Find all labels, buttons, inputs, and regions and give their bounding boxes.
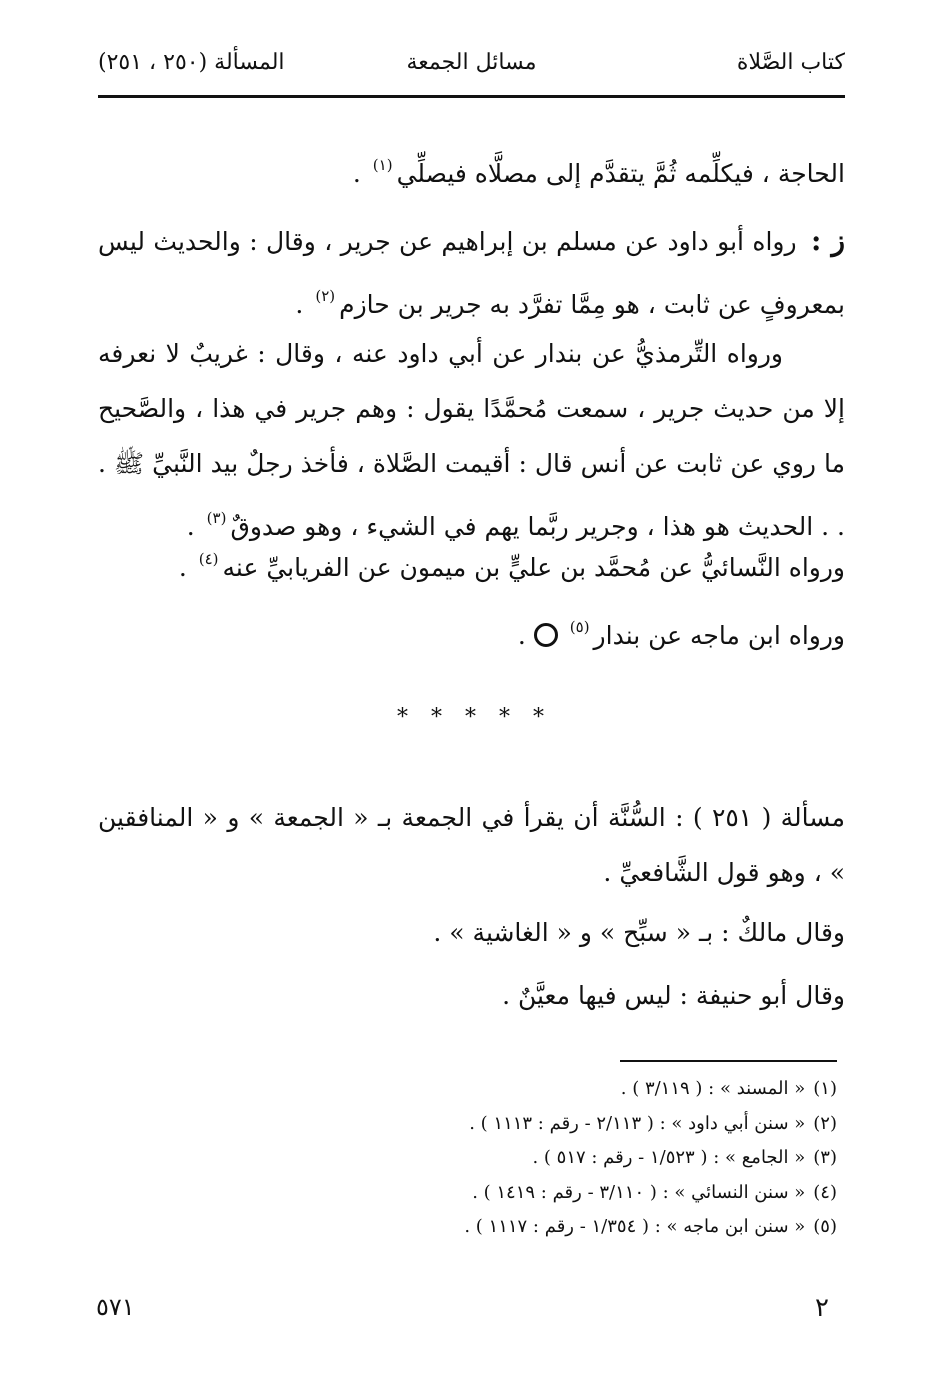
page-number: ٥٧١ xyxy=(96,1293,135,1321)
footnote-number: (٥) xyxy=(813,1216,837,1237)
footnotes xyxy=(200,1072,837,1245)
footnote-text: « سنن النسائي » : ( ٣/١١٠ - رقم : ١٤١٩ ) . xyxy=(472,1181,806,1203)
footnote-ref-1: (١) xyxy=(372,156,393,174)
paragraph-8 xyxy=(98,968,923,1023)
paragraph-5-text: ورواه ابن ماجه عن بندار xyxy=(593,621,845,650)
paragraph-3-text: ورواه التِّرمذيُّ عن بندار عن أبي داود عنه ، وقال : غريبٌ لا نعرفه إلا من حديث جرير ، سمعت مُحمَّدًا يقول : وهم جرير في هذا ، والصَّحيح ما روي عن ثابت عن أنس قال : أقيمت الصَّلاة ، فأخذ رجلٌ بيد النَّبيِّ ﷺ . . . الحديث هو هذا ، وجرير ربَّما يهم في الشيء ، وهو صدوقٌ xyxy=(98,339,845,541)
footnote-text: « المسند » : ( ٣/١١٩ ) . xyxy=(620,1078,806,1099)
header-book-title: كتاب الصَّلاة xyxy=(736,50,845,75)
header-issue-range: المسألة (٢٥٠ ، ٢٥١) xyxy=(98,50,285,75)
footnote-text: « سنن أبي داود » : ( ٢/١١٣ - رقم : ١١١٣ ) . xyxy=(469,1112,806,1134)
footnote-number: (٢) xyxy=(813,1112,837,1134)
section-separator-stars: * * * * * xyxy=(397,705,552,730)
footnote-rule xyxy=(620,1060,837,1062)
footnote-3 xyxy=(200,1141,837,1176)
paragraph-6 xyxy=(98,790,845,900)
paragraph-7 xyxy=(98,905,923,960)
paragraph-1-text: الحاجة ، فيكلِّمه ثُمَّ يتقدَّم إلى مصلَّاه فيصلِّي xyxy=(396,159,845,188)
footnote-number: (٣) xyxy=(813,1147,837,1168)
footnote-text: « الجامع » : ( ١/٥٢٣ - رقم : ٥١٧ ) . xyxy=(532,1147,806,1168)
running-header xyxy=(98,40,845,90)
footnote-number: (٤) xyxy=(813,1181,837,1203)
paragraph-4: ورواه النَّسائيُّ عن مُحمَّد بن عليٍّ بن ميمون عن الفريابيِّ عنه$^{(٤)}$ . xyxy=(178,550,845,582)
footnote-5 xyxy=(200,1210,837,1245)
end-of-issue-circle-icon xyxy=(534,623,558,647)
footnote-ref-5: (٥) xyxy=(569,618,590,636)
footnote-ref-2: (٢) xyxy=(315,287,336,305)
ziyadat-marker: ز : xyxy=(810,224,845,257)
volume-number: ٢ xyxy=(815,1293,829,1323)
footnote-text: « سنن ابن ماجه » : ( ١/٣٥٤ - رقم : ١١١٧ ) . xyxy=(464,1216,806,1237)
paragraph-3: ورواه التِّرمذيُّ عن بندار عن أبي داود عنه ، وقال : غريبٌ لا نعرفه إلا من حديث جرير ، سمعت مُحمَّدًا يقول : وهم جرير في هذا ، والصَّحيح ما روي عن ثابت عن أنس قال : أقيمت الصَّلاة ، فأخذ رجلٌ بيد النَّبيِّ ﷺ . . . الحديث هو هذا ، وجرير ربَّما يهم في الشيء ، وهو صدوقٌ$^{(٣)}$ . xyxy=(98,339,845,541)
footnote-ref-3: (٣) xyxy=(206,509,227,527)
paragraph-7-text: وقال مالكٌ : بـ « سبِّح » و « الغاشية » . xyxy=(433,918,845,947)
header-rule xyxy=(98,95,845,98)
footnote-number: (١) xyxy=(813,1078,837,1099)
paragraph-4-text: ورواه النَّسائيُّ عن مُحمَّد بن عليٍّ بن ميمون عن الفريابيِّ عنه xyxy=(222,553,845,582)
paragraph-1: الحاجة ، فيكلِّمه ثُمَّ يتقدَّم إلى مصلَّاه فيصلِّي$^{(١)}$ . xyxy=(352,156,845,188)
paragraph-6-text: مسألة ( ٢٥١ ) : السُّنَّة أن يقرأ في الجمعة بـ « الجمعة » و « المنافقين » ، وهو قول الشَّافعيِّ . xyxy=(98,803,845,887)
header-section-title: مسائل الجمعة xyxy=(406,50,537,75)
footnote-4 xyxy=(200,1176,837,1211)
paragraph-8-text: وقال أبو حنيفة : ليس فيها معيَّنٌ . xyxy=(502,981,845,1010)
footnote-ref-4: (٤) xyxy=(198,550,219,568)
footnote-2 xyxy=(200,1107,837,1142)
footnote-1 xyxy=(200,1072,837,1107)
paragraph-5: ورواه ابن ماجه عن بندار$^{(٥)}$. xyxy=(517,618,845,650)
paragraph-2-text: رواه أبو داود عن مسلم بن إبراهيم عن جرير ، وقال : والحديث ليس بمعروفٍ عن ثابت ، هو مِمَّا تفرَّد به جرير بن حازم xyxy=(98,227,845,319)
paragraph-2: ز : رواه أبو داود عن مسلم بن إبراهيم عن جرير ، وقال : والحديث ليس بمعروفٍ عن ثابت ، هو مِمَّا تفرَّد به جرير بن حازم$^{(٢)}$ . xyxy=(98,224,845,319)
